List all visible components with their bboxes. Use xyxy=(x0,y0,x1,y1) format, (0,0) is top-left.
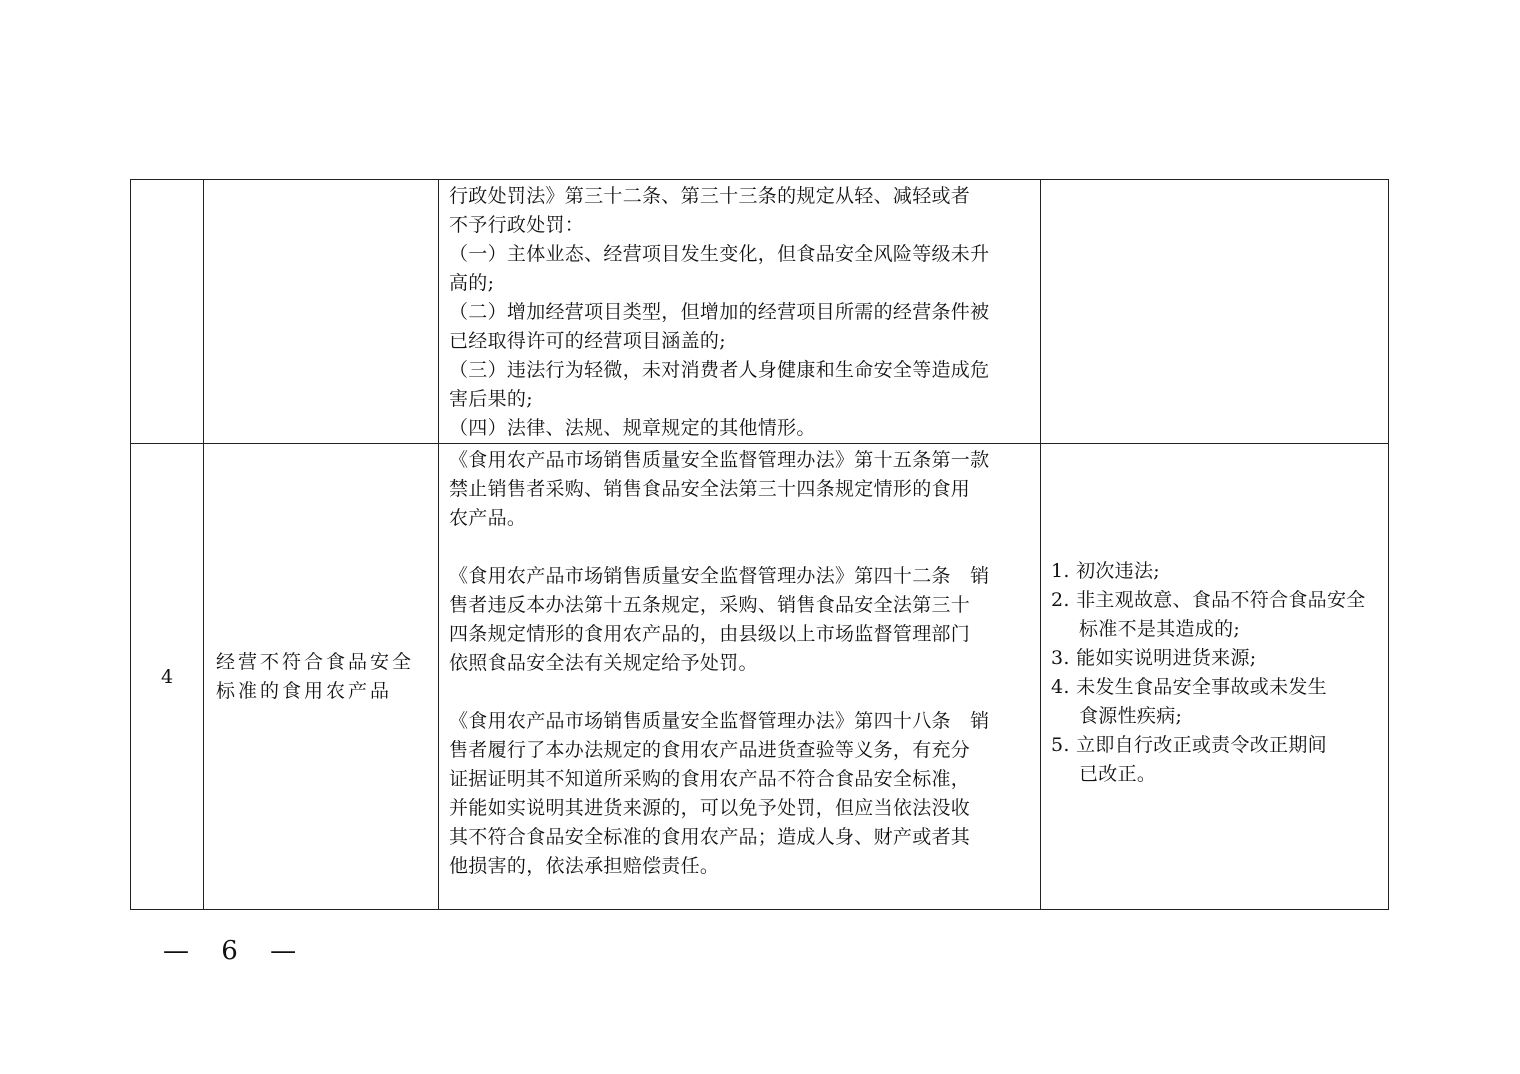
table-row-continued xyxy=(131,180,1388,444)
condition-item: 4. 未发生食品安全事故或未发生 xyxy=(1051,675,1327,698)
row-number-cell xyxy=(131,180,204,443)
condition-item: 2. 非主观故意、食品不符合食品安全 xyxy=(1051,588,1366,611)
basis-line: 《食用农产品市场销售质量安全监督管理办法》第四十二条 销 xyxy=(449,565,990,587)
basis-line: 行政处罚法》第三十二条、第三十三条的规定从轻、减轻或者 xyxy=(449,185,971,207)
condition-item: 3. 能如实说明进货来源; xyxy=(1051,646,1257,669)
item-line: 标准的食用农产品 xyxy=(216,679,393,702)
basis-line: 《食用农产品市场销售质量安全监督管理办法》第四十八条 销 xyxy=(449,710,990,732)
basis-line: 售者履行了本办法规定的食用农产品进货查验等义务，有充分 xyxy=(449,739,971,761)
row-number: 4 xyxy=(160,665,174,688)
basis-line: 《食用农产品市场销售质量安全监督管理办法》第十五条第一款 xyxy=(449,449,990,471)
conditions-list xyxy=(1051,557,1366,789)
paragraph-gap xyxy=(449,533,1032,562)
legal-basis-cell xyxy=(439,444,1041,909)
conditions-cell xyxy=(1041,180,1388,443)
basis-line: 四条规定情形的食用农产品的，由县级以上市场监督管理部门 xyxy=(449,623,971,645)
basis-line: 禁止销售者采购、销售食品安全法第三十四条规定情形的食用 xyxy=(449,478,971,500)
basis-line: （二）增加经营项目类型，但增加的经营项目所需的经营条件被 xyxy=(449,301,990,323)
item-line: 经营不符合食品安全 xyxy=(216,650,415,673)
item-cell xyxy=(204,180,439,443)
basis-line: 高的; xyxy=(449,272,495,294)
page-number: — 6 — xyxy=(163,936,309,966)
legal-basis-cell xyxy=(439,180,1041,443)
condition-item: 1. 初次违法; xyxy=(1051,559,1160,582)
measures-table xyxy=(130,179,1389,910)
condition-item-continued: 已改正。 xyxy=(1079,762,1157,785)
basis-line: 害后果的; xyxy=(449,388,533,410)
condition-item-continued: 食源性疾病; xyxy=(1079,704,1183,727)
basis-line: （三）违法行为轻微，未对消费者人身健康和生命安全等造成危 xyxy=(449,359,990,381)
basis-line: 证据证明其不知道所采购的食用农产品不符合食品安全标准， xyxy=(449,768,971,790)
table-row-4 xyxy=(131,444,1388,909)
basis-line: 不予行政处罚： xyxy=(449,214,585,236)
item-cell xyxy=(204,444,439,909)
row-number-cell xyxy=(131,444,204,909)
basis-line: 他损害的，依法承担赔偿责任。 xyxy=(449,855,720,877)
basis-line: （四）法律、法规、规章规定的其他情形。 xyxy=(449,417,816,439)
paragraph-gap xyxy=(449,678,1032,707)
legal-basis-text xyxy=(439,444,1040,881)
basis-line: 依照食品安全法有关规定给予处罚。 xyxy=(449,652,758,674)
basis-line: 售者违反本办法第十五条规定，采购、销售食品安全法第三十 xyxy=(449,594,971,616)
item-text xyxy=(216,648,414,706)
basis-line: 已经取得许可的经营项目涵盖的; xyxy=(449,330,726,352)
basis-line: 其不符合食品安全标准的食用农产品；造成人身、财产或者其 xyxy=(449,826,971,848)
basis-line: （一）主体业态、经营项目发生变化，但食品安全风险等级未升 xyxy=(449,243,990,265)
basis-line: 农产品。 xyxy=(449,507,527,529)
condition-item: 5. 立即自行改正或责令改正期间 xyxy=(1051,733,1327,756)
condition-item-continued: 标准不是其造成的; xyxy=(1079,617,1241,640)
conditions-cell xyxy=(1041,444,1388,909)
basis-line: 并能如实说明其进货来源的，可以免予处罚，但应当依法没收 xyxy=(449,797,971,819)
legal-basis-text xyxy=(439,180,1040,443)
